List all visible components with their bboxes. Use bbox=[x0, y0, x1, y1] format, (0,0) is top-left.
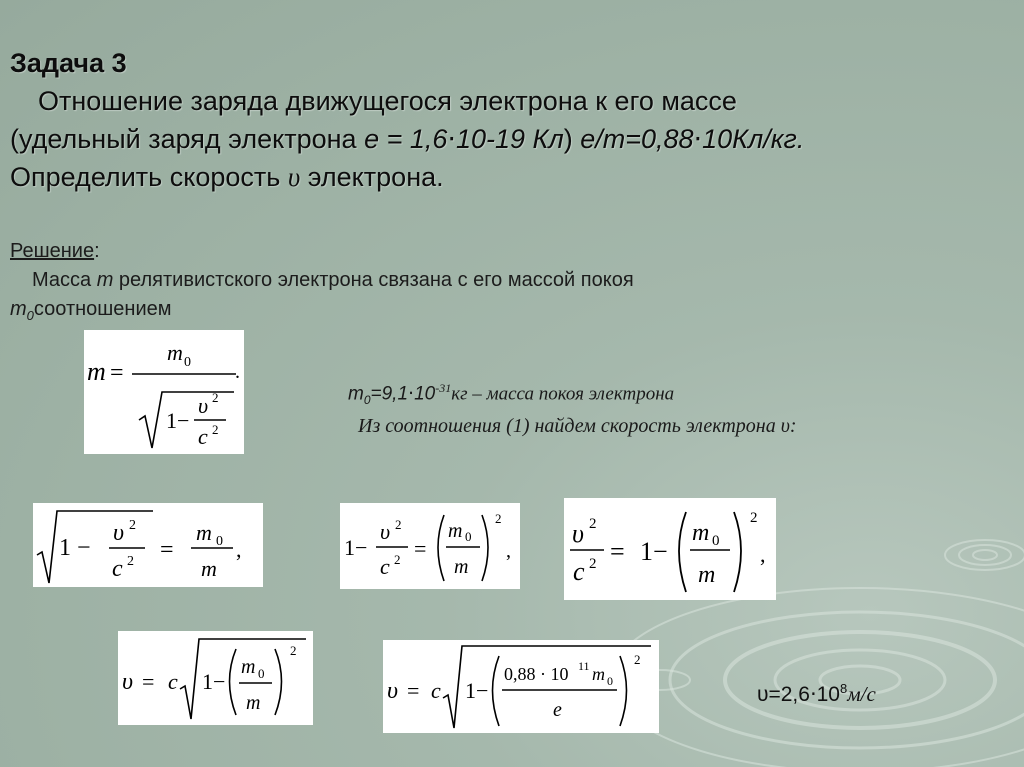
formula-velocity-numeric bbox=[383, 640, 659, 733]
svg-text:υ: υ bbox=[122, 669, 134, 695]
answer-velocity: $\upsilon=2,6\cdot 10^8м/с$ bbox=[757, 681, 876, 706]
svg-text:2: 2 bbox=[127, 554, 134, 569]
svg-text:m: m bbox=[448, 520, 463, 542]
svg-text:m: m bbox=[201, 556, 217, 581]
svg-text:11: 11 bbox=[578, 659, 590, 673]
svg-text:υ: υ bbox=[198, 393, 209, 418]
svg-text:e: e bbox=[553, 699, 562, 721]
svg-text:0: 0 bbox=[258, 666, 265, 681]
svg-text:.: . bbox=[235, 361, 240, 383]
svg-text:1−: 1− bbox=[640, 537, 668, 566]
svg-text:c: c bbox=[380, 554, 390, 579]
svg-text:2: 2 bbox=[589, 556, 597, 572]
svg-text:m: m bbox=[196, 520, 212, 545]
svg-text:1−: 1− bbox=[202, 669, 226, 694]
svg-text:2: 2 bbox=[495, 511, 502, 526]
solution-line-1: Масса m релятивистского электрона связана с его массой покоя bbox=[32, 269, 634, 291]
svg-text:2: 2 bbox=[634, 652, 641, 667]
solution-line-2: $m_0соотношением$ bbox=[10, 298, 172, 323]
svg-text:2: 2 bbox=[290, 643, 297, 658]
formula-velocity-ratio bbox=[564, 498, 776, 600]
formula-root-ratio bbox=[33, 503, 263, 587]
task-title: Задача 3 bbox=[10, 48, 127, 78]
svg-text:m: m bbox=[246, 692, 261, 714]
svg-text:m: m bbox=[87, 357, 106, 386]
svg-text:=: = bbox=[407, 678, 420, 703]
svg-text:=: = bbox=[160, 537, 174, 563]
svg-text:c: c bbox=[431, 678, 441, 703]
svg-text:1−: 1− bbox=[465, 678, 489, 703]
svg-text:1−: 1− bbox=[344, 535, 368, 560]
svg-text:=: = bbox=[110, 360, 124, 386]
svg-text:m: m bbox=[698, 562, 716, 588]
svg-text:,: , bbox=[760, 542, 766, 567]
svg-text:2: 2 bbox=[589, 516, 597, 532]
svg-text:m: m bbox=[454, 556, 469, 578]
solution-text: Решение: Масса m релятивистского электрона связана с его массой покоя $m_0соотношением$ bbox=[10, 237, 870, 330]
svg-text:2: 2 bbox=[394, 552, 401, 567]
svg-text:,: , bbox=[236, 537, 242, 562]
svg-text:2: 2 bbox=[750, 510, 758, 526]
svg-text:υ: υ bbox=[572, 519, 584, 548]
svg-text:0: 0 bbox=[712, 533, 720, 549]
svg-text:2: 2 bbox=[129, 518, 136, 533]
svg-text:m: m bbox=[167, 340, 183, 365]
svg-text:1−: 1− bbox=[166, 408, 190, 433]
task-statement bbox=[10, 44, 1020, 196]
svg-text:,: , bbox=[506, 540, 511, 562]
formula-velocity bbox=[118, 631, 313, 725]
svg-text:=: = bbox=[142, 669, 155, 694]
formula-squared-ratio bbox=[340, 503, 520, 589]
svg-text:υ: υ bbox=[113, 520, 125, 546]
svg-text:0: 0 bbox=[216, 534, 223, 549]
svg-text:υ: υ bbox=[387, 678, 399, 704]
task-line-2: (удельный заряд электрона e = 1,6⋅10-19 Кл) e/m=0,88⋅10Кл/кг. bbox=[10, 124, 805, 154]
svg-text:2: 2 bbox=[395, 517, 402, 532]
derivation-note: Из соотношения (1) найдем скорость электрона υ: bbox=[358, 415, 797, 437]
rest-mass-note: $m_0=9,1\cdot 10^{-31}кг$ – масса покоя электрона bbox=[348, 381, 675, 408]
svg-text:0: 0 bbox=[465, 529, 472, 544]
formula-relativistic-mass bbox=[84, 330, 244, 454]
svg-text:c: c bbox=[168, 669, 178, 694]
svg-text:2: 2 bbox=[212, 422, 219, 437]
svg-text:c: c bbox=[112, 556, 123, 582]
svg-text:c: c bbox=[573, 557, 585, 586]
svg-text:m: m bbox=[692, 520, 710, 546]
svg-text:m: m bbox=[241, 656, 256, 678]
svg-text:=: = bbox=[610, 537, 625, 566]
svg-text:0: 0 bbox=[184, 355, 191, 370]
svg-text:=: = bbox=[414, 536, 427, 561]
task-line-3: Определить скорость υ электрона. bbox=[10, 162, 444, 192]
svg-text:0,88 · 10: 0,88 · 10 bbox=[504, 664, 569, 684]
svg-text:0: 0 bbox=[607, 674, 613, 688]
svg-text:c: c bbox=[198, 424, 208, 449]
svg-text:2: 2 bbox=[212, 390, 219, 405]
svg-text:υ: υ bbox=[380, 519, 391, 544]
svg-text:m: m bbox=[592, 664, 605, 684]
task-line-1: Отношение заряда движущегося электрона к его массе bbox=[38, 86, 737, 116]
svg-text:1 −: 1 − bbox=[59, 535, 91, 561]
solution-heading: Решение bbox=[10, 240, 95, 262]
